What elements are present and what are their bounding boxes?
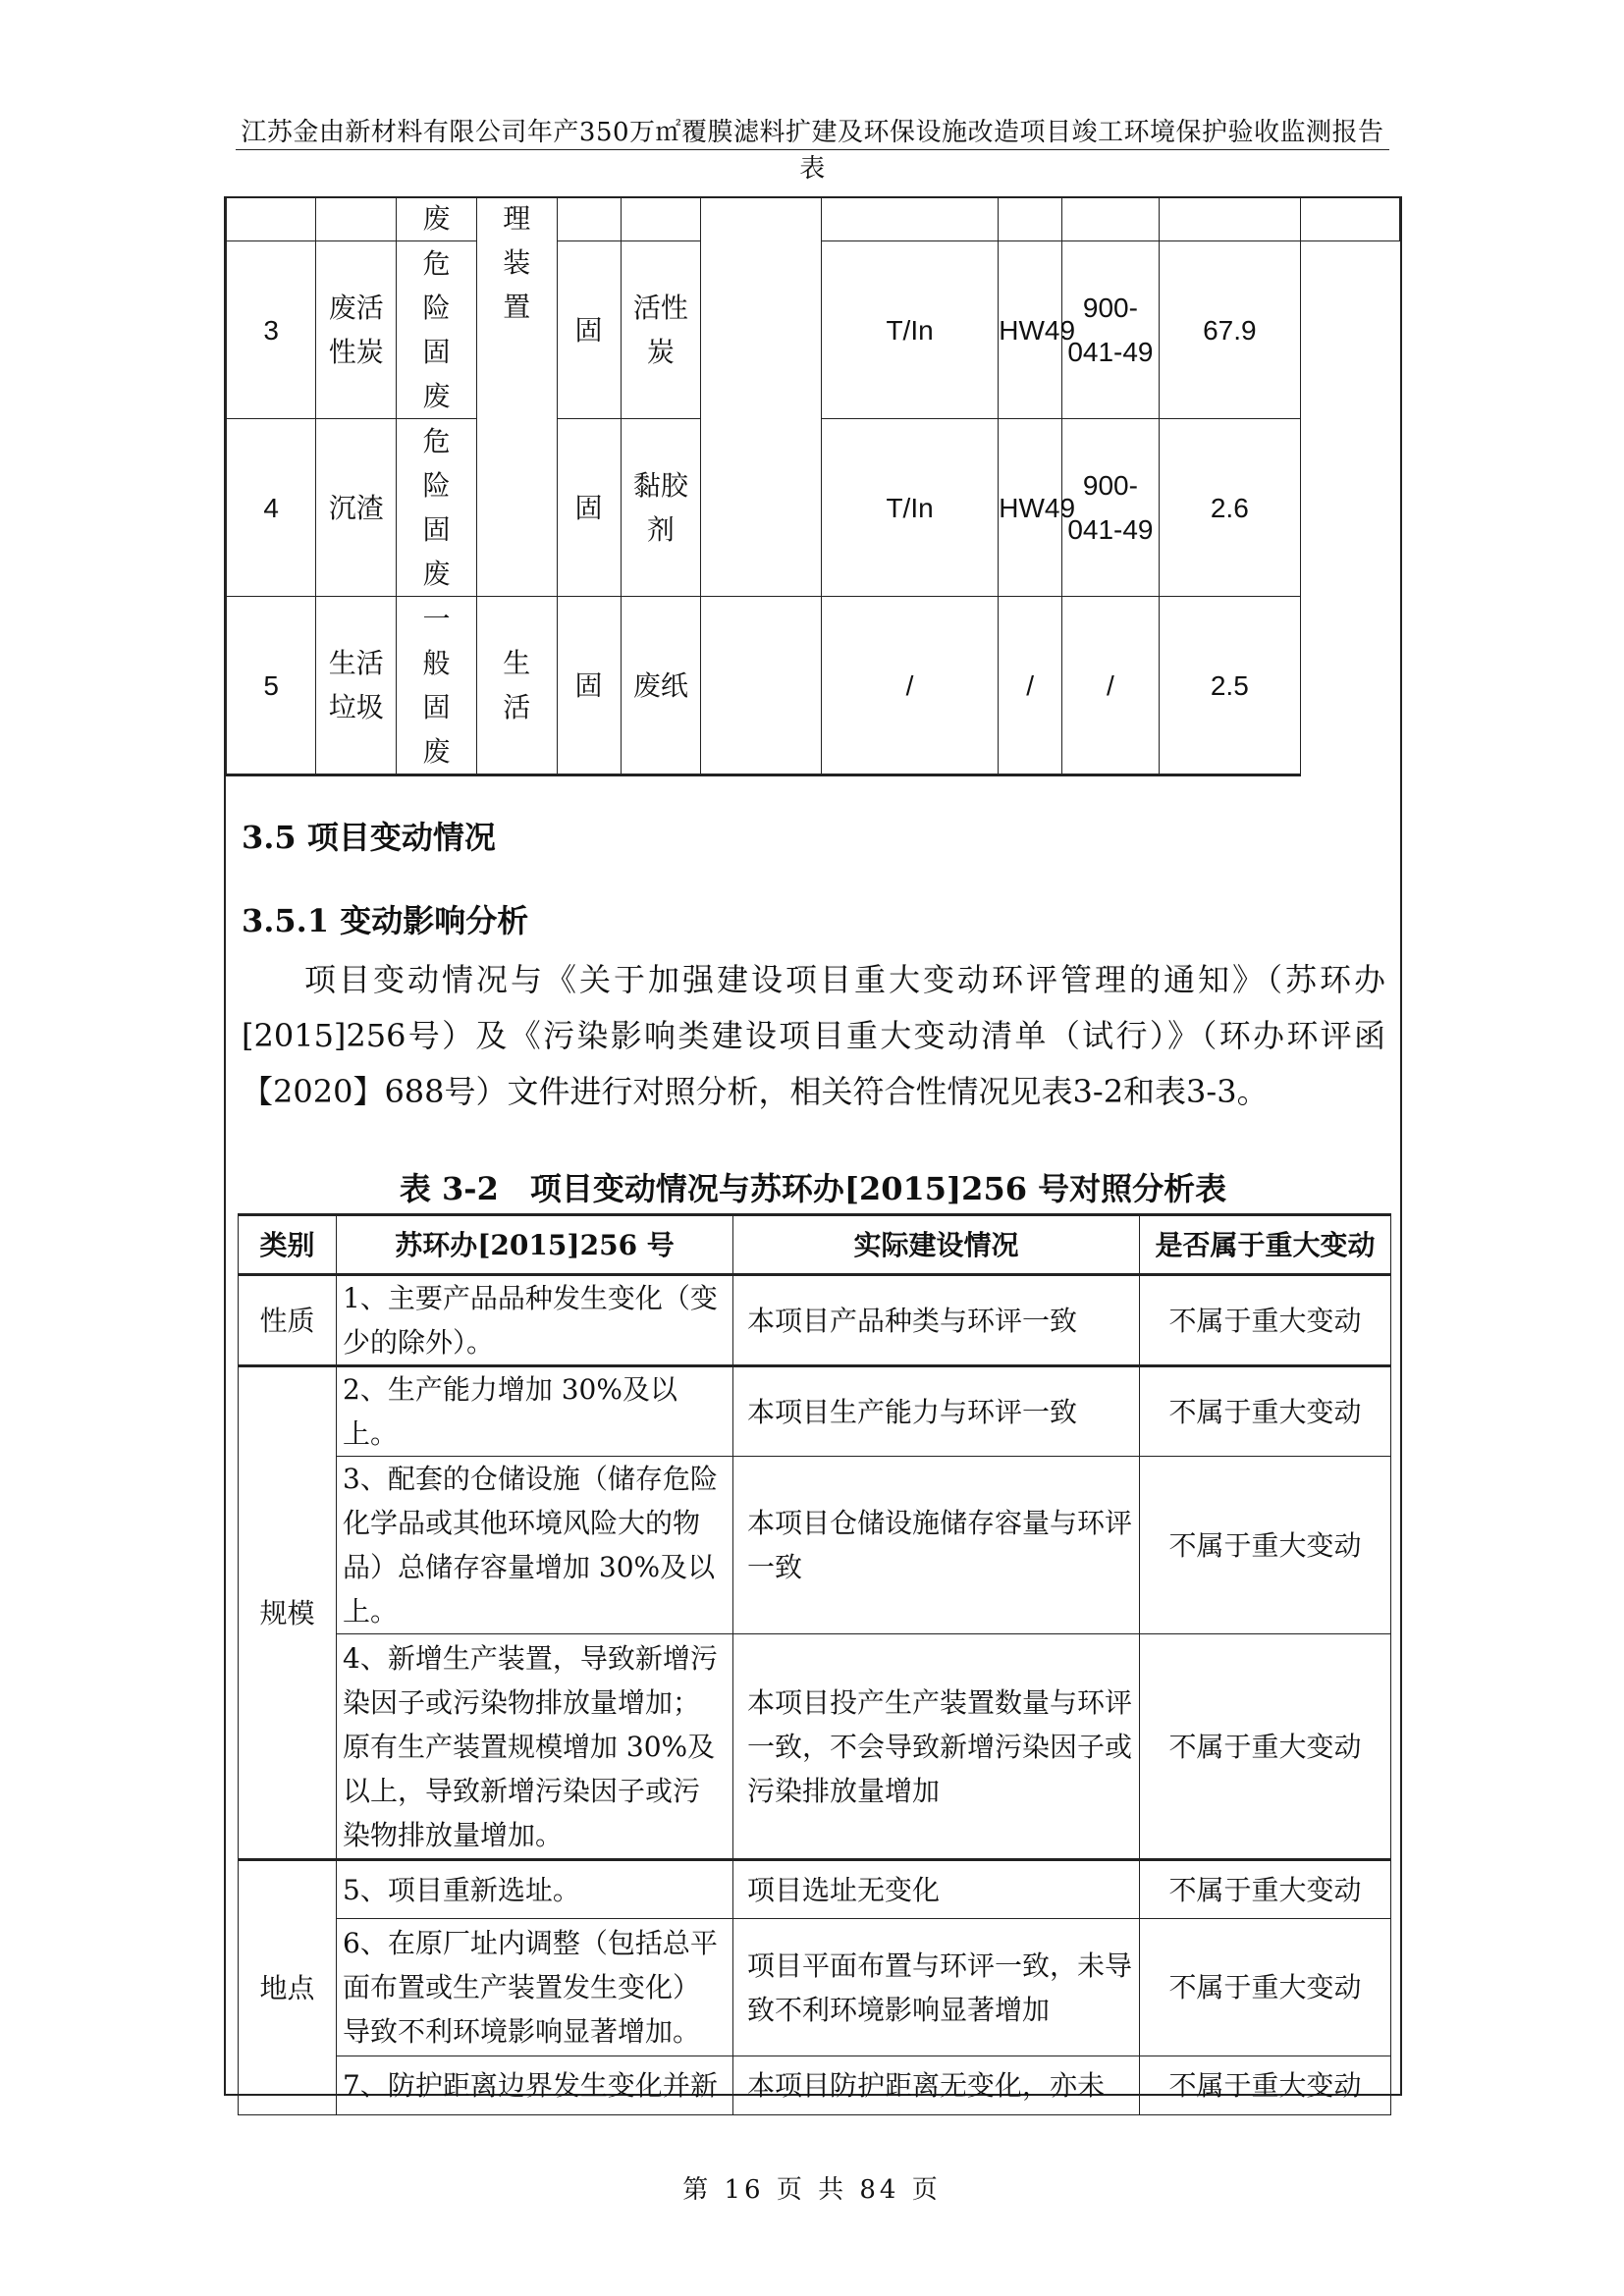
waste-category: 危险固废 xyxy=(397,419,477,597)
section-heading: 3.5 项目变动情况 xyxy=(242,819,496,856)
row-number: 3 xyxy=(227,241,316,419)
requirement-cell: 7、防护距离边界发生变化并新 xyxy=(337,2056,733,2115)
blank-merged-cell xyxy=(701,196,822,597)
requirement-cell: 4、新增生产装置，导致新增污染因子或污染物排放量增加；原有生产装置规模增加 30%及以上，导致新增污染因子或污染物排放量增加。 xyxy=(337,1634,733,1860)
actual-cell: 本项目产品种类与环评一致 xyxy=(733,1275,1140,1366)
waste-code: 900-041-49 xyxy=(1062,241,1160,419)
column-header: 类别 xyxy=(239,1215,337,1275)
waste-component: 活性炭 xyxy=(621,241,701,419)
waste-table xyxy=(226,196,1400,776)
comparison-table xyxy=(238,1213,1391,2115)
requirement-cell: 5、项目重新选址。 xyxy=(337,1860,733,1919)
waste-form: 固 xyxy=(557,597,621,775)
source-cell: 理装置 xyxy=(476,196,557,597)
body-paragraph: 项目变动情况与《关于加强建设项目重大变动环评管理的通知》（苏环办[2015]256号）及《污染影响类建设项目重大变动清单（试行）》（环办环评函【2020】688号）文件进行对照分析，相关符合性情况见表3-2和表3-3。 xyxy=(242,961,1385,1110)
requirement-cell: 3、配套的仓储设施（储存危险化学品或其他环境风险大的物品）总储存容量增加 30%及以上。 xyxy=(337,1457,733,1634)
waste-amount: 67.9 xyxy=(1159,241,1300,419)
table-row xyxy=(239,2056,1391,2115)
waste-type: HW49 xyxy=(999,241,1062,419)
waste-category: 危险固废 xyxy=(397,241,477,419)
category-cell: 规模 xyxy=(239,1366,337,1860)
requirement-cell: 6、在原厂址内调整（包括总平面布置或生产装置发生变化）导致不利环境影响显著增加。 xyxy=(337,1919,733,2056)
result-cell: 不属于重大变动 xyxy=(1140,1275,1391,1366)
result-cell: 不属于重大变动 xyxy=(1140,2056,1391,2115)
hazard-property: T/In xyxy=(821,241,998,419)
category-cell: 性质 xyxy=(239,1275,337,1366)
table-header-row xyxy=(239,1215,1391,1275)
result-cell: 不属于重大变动 xyxy=(1140,1366,1391,1457)
waste-name: 废活性炭 xyxy=(316,241,397,419)
header-rule xyxy=(236,149,1389,150)
subsection-heading: 3.5.1 变动影响分析 xyxy=(242,902,529,939)
result-cell: 不属于重大变动 xyxy=(1140,1457,1391,1634)
page-number: 第 16 页 共 84 页 xyxy=(682,2175,942,2205)
waste-source: 生活 xyxy=(476,597,557,775)
requirement-cell: 1、主要产品品种发生变化（变少的除外）。 xyxy=(337,1275,733,1366)
waste-amount: 2.6 xyxy=(1159,419,1300,597)
table-row xyxy=(239,1860,1391,1919)
column-header: 苏环办[2015]256 号 xyxy=(337,1215,733,1275)
table-row xyxy=(239,1634,1391,1860)
waste-category: 一般固废 xyxy=(397,597,477,775)
result-cell: 不属于重大变动 xyxy=(1140,1860,1391,1919)
waste-component: 黏胶剂 xyxy=(621,419,701,597)
waste-code: / xyxy=(1062,597,1160,775)
result-cell: 不属于重大变动 xyxy=(1140,1919,1391,2056)
table-row xyxy=(239,1919,1391,2056)
table-row xyxy=(227,196,1400,241)
row-number: 5 xyxy=(227,597,316,775)
column-header: 实际建设情况 xyxy=(733,1215,1140,1275)
table-row xyxy=(227,597,1400,775)
category-cell: 地点 xyxy=(239,1860,337,2115)
actual-cell: 项目平面布置与环评一致，未导致不利环境影响显著增加 xyxy=(733,1919,1140,2056)
waste-amount: 2.5 xyxy=(1159,597,1300,775)
waste-component: 废纸 xyxy=(621,597,701,775)
actual-cell: 本项目投产生产装置数量与环评一致，不会导致新增污染因子或污染排放量增加 xyxy=(733,1634,1140,1860)
requirement-cell: 2、生产能力增加 30%及以上。 xyxy=(337,1366,733,1457)
row-number: 4 xyxy=(227,419,316,597)
waste-form: 固 xyxy=(557,419,621,597)
table-row xyxy=(239,1457,1391,1634)
hazard-property: T/In xyxy=(821,419,998,597)
column-header: 是否属于重大变动 xyxy=(1140,1215,1391,1275)
actual-cell: 项目选址无变化 xyxy=(733,1860,1140,1919)
table-caption: 表 3-2 项目变动情况与苏环办[2015]256 号对照分析表 xyxy=(399,1170,1227,1207)
actual-cell: 本项目生产能力与环评一致 xyxy=(733,1366,1140,1457)
actual-cell: 本项目仓储设施储存容量与环评一致 xyxy=(733,1457,1140,1634)
result-cell: 不属于重大变动 xyxy=(1140,1634,1391,1860)
category-cell: 废 xyxy=(397,196,477,241)
report-header: 江苏金由新材料有限公司年产350万㎡覆膜滤料扩建及环保设施改造项目竣工环境保护验收监测报告表 xyxy=(241,118,1384,184)
waste-name: 生活垃圾 xyxy=(316,597,397,775)
waste-code: 900-041-49 xyxy=(1062,419,1160,597)
table-row xyxy=(239,1366,1391,1457)
waste-type: HW49 xyxy=(999,419,1062,597)
hazard-property: / xyxy=(821,597,998,775)
waste-name: 沉渣 xyxy=(316,419,397,597)
actual-cell: 本项目防护距离无变化，亦未 xyxy=(733,2056,1140,2115)
waste-type: / xyxy=(999,597,1062,775)
waste-form: 固 xyxy=(557,241,621,419)
table-row xyxy=(239,1275,1391,1366)
